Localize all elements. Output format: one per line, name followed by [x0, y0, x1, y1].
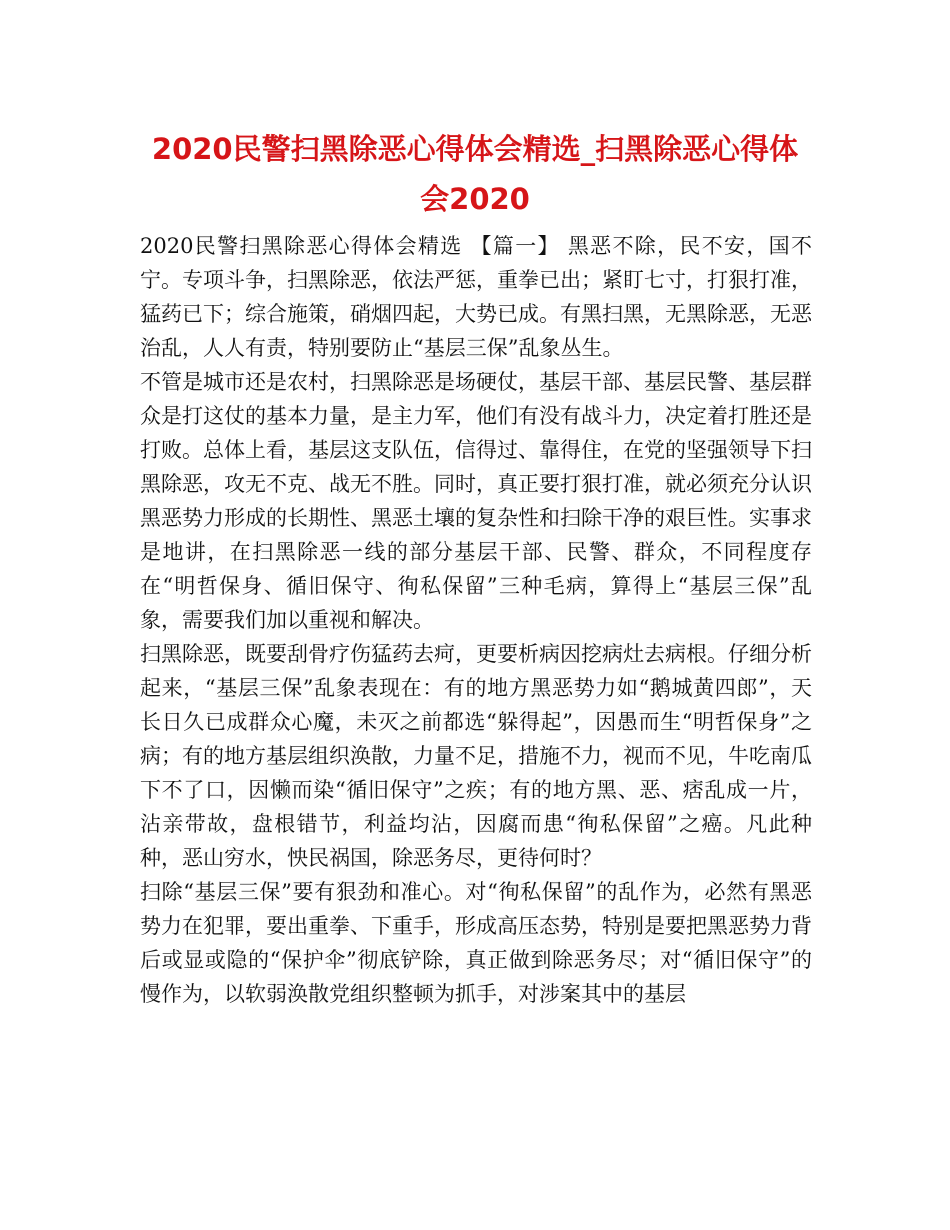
paragraph-1: 2020民警扫黑除恶心得体会精选 【篇一】 黑恶不除，民不安，国不宁。专项斗争，扫黑除恶，依法严惩，重拳已出；紧盯七寸，打狠打准，猛药已下；综合施策，硝烟四起，大势已成。有黑扫黑，无黑除恶，无恶治乱，人人有责，特别要防止“基层三保”乱象丛生。	[140, 234, 812, 360]
document-body	[140, 229, 812, 1011]
paragraph-3: 扫黑除恶，既要刮骨疗伤猛药去疴，更要析病因挖病灶去病根。仔细分析起来，“基层三保”乱象表现在：有的地方黑恶势力如“鹅城黄四郎”，天长日久已成群众心魔，未灭之前都选“躲得起”，因愚而生“明哲保身”之病；有的地方基层组织涣散，力量不足，措施不力，视而不见，牛吃南瓜下不了口，因懒而染“循旧保守”之疾；有的地方黑、恶、痞乱成一片，沾亲带故，盘根错节，利益均沾，因腐而患“徇私保留”之癌。凡此种种，恶山穷水，怏民祸国，除恶务尽，更待何时？	[140, 642, 812, 870]
paragraph-4: 扫除“基层三保”要有狠劲和准心。对“徇私保留”的乱作为，必然有黑恶势力在犯罪，要出重拳、下重手，形成高压态势，特别是要把黑恶势力背后或显或隐的“保护伞”彻底铲除，真正做到除恶务尽；对“循旧保守”的慢作为，以软弱涣散党组织整顿为抓手，对涉案其中的基层	[140, 880, 812, 1006]
document-title: 2020民警扫黑除恶心得体会精选_扫黑除恶心得体会2020	[151, 132, 799, 216]
paragraph-2: 不管是城市还是农村，扫黑除恶是场硬仗，基层干部、基层民警、基层群众是打这仗的基本力量，是主力军，他们有没有战斗力，决定着打胜还是打败。总体上看，基层这支队伍，信得过、靠得住，在党的坚强领导下扫黑除恶，攻无不克、战无不胜。同时，真正要打狠打准，就必须充分认识黑恶势力形成的长期性、黑恶土壤的复杂性和扫除干净的艰巨性。实事求是地讲，在扫黑除恶一线的部分基层干部、民警、群众，不同程度存在“明哲保身、循旧保守、徇私保留”三种毛病，算得上“基层三保”乱象，需要我们加以重视和解决。	[140, 370, 812, 632]
